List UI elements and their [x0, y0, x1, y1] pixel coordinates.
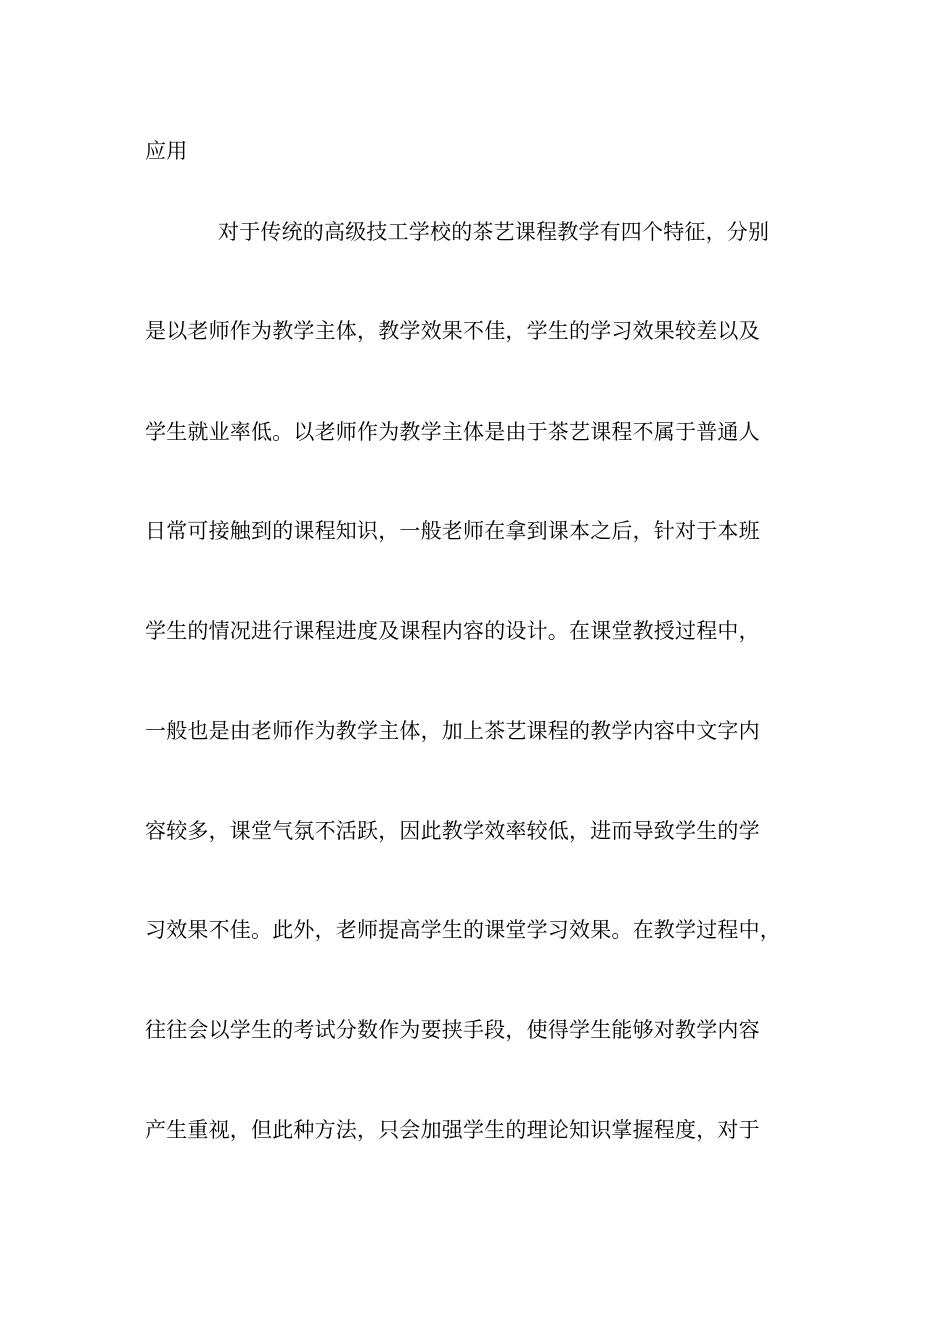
paragraph-line: 学生就业率低。以老师作为教学主体是由于茶艺课程不属于普通人: [145, 420, 760, 444]
paragraph-line: 学生的情况进行课程进度及课程内容的设计。在课堂教授过程中，: [145, 619, 760, 643]
paragraph-line: 对于传统的高级技工学校的茶艺课程教学有四个特征，分别: [218, 220, 770, 244]
paragraph-line: 产生重视，但此种方法，只会加强学生的理论知识掌握程度，对于: [145, 1118, 760, 1142]
paragraph-line: 习效果不佳。此外，老师提高学生的课堂学习效果。在教学过程中，: [145, 918, 781, 942]
paragraph-line: 日常可接触到的课程知识，一般老师在拿到课本之后，针对于本班: [145, 519, 760, 543]
paragraph-line: 是以老师作为教学主体，教学效果不佳，学生的学习效果较差以及: [145, 319, 760, 343]
paragraph-line: 一般也是由老师作为教学主体，加上茶艺课程的教学内容中文字内: [145, 719, 760, 743]
heading-fragment: 应用: [145, 139, 188, 163]
paragraph-line: 往往会以学生的考试分数作为要挟手段，使得学生能够对教学内容: [145, 1018, 760, 1042]
paragraph-line: 容较多，课堂气氛不活跃，因此教学效率较低，进而导致学生的学: [145, 819, 760, 843]
